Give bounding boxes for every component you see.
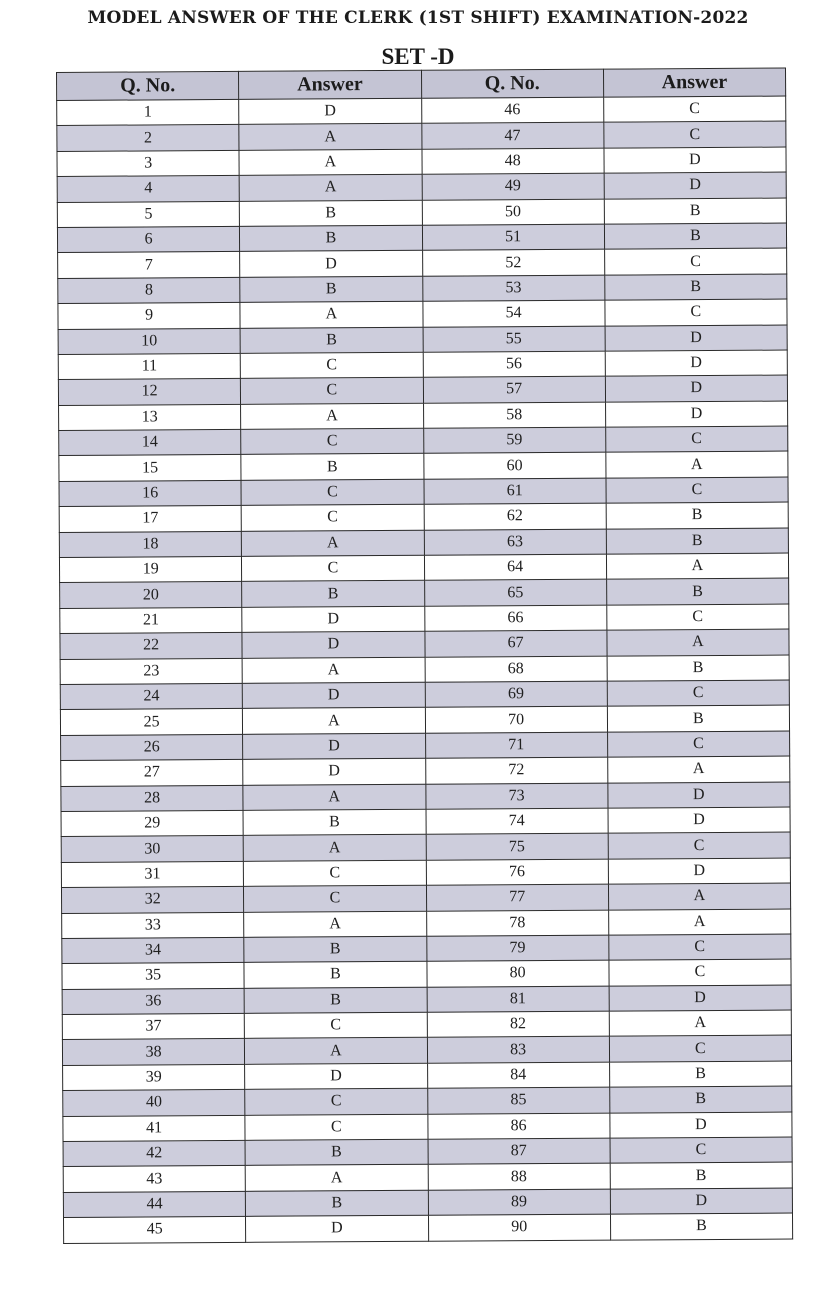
cell-answer-left: A [245,1038,427,1065]
cell-q-no-right: 72 [425,757,607,784]
cell-q-no-right: 74 [426,808,608,835]
cell-answer-right: C [606,477,788,504]
cell-q-no-left: 31 [61,861,243,888]
header-answer-left: Answer [239,70,421,99]
cell-answer-right: D [604,147,786,174]
cell-answer-left: B [244,936,426,963]
cell-q-no-right: 89 [428,1189,610,1216]
cell-answer-left: B [240,200,422,227]
cell-answer-right: D [605,350,787,377]
cell-q-no-left: 41 [63,1115,245,1142]
cell-q-no-left: 26 [61,734,243,761]
cell-q-no-left: 42 [63,1140,245,1167]
cell-answer-left: D [240,251,422,278]
cell-answer-left: D [243,733,425,760]
cell-q-no-left: 4 [57,176,239,203]
cell-answer-right: B [604,198,786,225]
cell-answer-left: A [239,174,421,201]
cell-answer-right: B [607,655,789,682]
cell-answer-left: B [246,1190,428,1217]
cell-q-no-left: 8 [58,277,240,304]
cell-q-no-right: 82 [427,1011,609,1038]
cell-answer-right: D [604,172,786,199]
cell-answer-left: A [244,911,426,938]
cell-q-no-left: 18 [59,531,241,558]
cell-q-no-left: 5 [57,201,239,228]
cell-answer-left: C [245,1012,427,1039]
cell-answer-right: A [607,629,789,656]
cell-q-no-left: 34 [62,937,244,964]
table-row [63,1213,792,1243]
cell-answer-right: B [610,1213,792,1240]
cell-answer-left: D [242,682,424,709]
cell-answer-right: C [604,248,786,275]
cell-q-no-right: 70 [425,707,607,734]
cell-q-no-right: 73 [425,783,607,810]
cell-q-no-right: 76 [426,859,608,886]
cell-q-no-right: 84 [427,1062,609,1089]
cell-q-no-right: 62 [424,503,606,530]
cell-answer-left: D [246,1215,428,1242]
cell-q-no-left: 2 [57,125,239,152]
cell-q-no-right: 57 [423,376,605,403]
cell-q-no-right: 51 [422,224,604,251]
cell-answer-right: A [608,909,790,936]
cell-q-no-right: 67 [424,630,606,657]
table-body [57,96,793,1243]
cell-q-no-left: 33 [62,912,244,939]
cell-q-no-right: 48 [421,148,603,175]
cell-q-no-left: 27 [61,760,243,787]
cell-q-no-right: 78 [426,910,608,937]
cell-answer-right: D [605,401,787,428]
cell-q-no-right: 53 [422,275,604,302]
cell-q-no-left: 28 [61,785,243,812]
cell-answer-left: C [240,352,422,379]
cell-answer-left: C [241,479,423,506]
cell-q-no-right: 54 [422,300,604,327]
cell-answer-right: C [605,426,787,453]
cell-q-no-left: 3 [57,150,239,177]
cell-q-no-right: 81 [427,986,609,1013]
table-header-row [57,68,786,100]
cell-answer-left: A [241,403,423,430]
cell-answer-left: A [242,657,424,684]
cell-q-no-right: 46 [421,97,603,124]
cell-answer-left: D [239,98,421,125]
cell-q-no-left: 39 [63,1064,245,1091]
cell-q-no-left: 25 [60,709,242,736]
cell-answer-left: C [244,860,426,887]
cell-answer-right: C [609,934,791,961]
cell-answer-left: B [244,987,426,1014]
cell-answer-left: B [244,962,426,989]
cell-answer-left: D [245,1063,427,1090]
cell-q-no-left: 1 [57,99,239,126]
cell-answer-right: B [604,223,786,250]
cell-answer-right: C [603,96,785,123]
cell-q-no-left: 44 [63,1191,245,1218]
header-q-no-left: Q. No. [57,71,239,100]
cell-q-no-right: 47 [421,123,603,150]
cell-answer-right: A [606,553,788,580]
cell-answer-left: C [244,885,426,912]
cell-answer-left: C [242,555,424,582]
cell-answer-right: D [610,1188,792,1215]
cell-answer-left: A [243,708,425,735]
cell-q-no-left: 43 [63,1166,245,1193]
cell-q-no-left: 12 [58,379,240,406]
cell-q-no-left: 22 [60,633,242,660]
answer-key-table [56,68,793,1244]
cell-q-no-right: 79 [426,935,608,962]
cell-q-no-left: 20 [60,582,242,609]
cell-answer-right: B [606,502,788,529]
cell-q-no-left: 19 [59,556,241,583]
cell-q-no-right: 77 [426,884,608,911]
cell-q-no-left: 16 [59,480,241,507]
cell-q-no-left: 24 [60,683,242,710]
cell-answer-right: B [606,528,788,555]
cell-answer-left: B [241,454,423,481]
cell-answer-right: A [609,1010,791,1037]
cell-answer-right: C [609,1035,791,1062]
cell-q-no-right: 90 [428,1214,610,1241]
cell-q-no-right: 52 [422,249,604,276]
cell-answer-right: D [608,807,790,834]
cell-q-no-right: 66 [424,605,606,632]
cell-answer-left: C [245,1114,427,1141]
cell-q-no-left: 9 [58,303,240,330]
cell-q-no-right: 56 [423,351,605,378]
cell-answer-right: C [609,959,791,986]
cell-answer-right: C [607,731,789,758]
cell-q-no-left: 13 [59,404,241,431]
cell-answer-left: B [242,581,424,608]
cell-q-no-right: 49 [422,173,604,200]
cell-answer-left: C [241,378,423,405]
cell-q-no-left: 37 [62,1013,244,1040]
cell-q-no-left: 36 [62,988,244,1015]
cell-answer-left: C [241,505,423,532]
cell-q-no-right: 83 [427,1037,609,1064]
cell-q-no-left: 30 [61,836,243,863]
cell-answer-right: A [606,452,788,479]
cell-answer-left: A [242,530,424,557]
cell-answer-left: B [240,327,422,354]
document-title: MODEL ANSWER OF THE CLERK (1ST SHIFT) EXAMINATION-2022 [87,8,749,28]
cell-answer-right: B [610,1162,792,1189]
cell-q-no-left: 35 [62,963,244,990]
cell-q-no-right: 71 [425,732,607,759]
cell-q-no-left: 21 [60,607,242,634]
cell-q-no-right: 68 [425,656,607,683]
cell-answer-right: B [606,578,788,605]
cell-q-no-right: 88 [428,1164,610,1191]
cell-q-no-right: 59 [423,427,605,454]
cell-q-no-right: 58 [423,402,605,429]
cell-q-no-left: 11 [58,353,240,380]
cell-q-no-right: 86 [427,1113,609,1140]
cell-answer-left: A [239,124,421,151]
cell-answer-left: A [243,835,425,862]
cell-answer-left: A [243,784,425,811]
cell-answer-right: A [607,756,789,783]
cell-answer-left: A [239,149,421,176]
cell-answer-left: D [242,631,424,658]
cell-q-no-left: 15 [59,455,241,482]
cell-answer-left: A [240,301,422,328]
cell-q-no-left: 10 [58,328,240,355]
cell-answer-right: D [608,782,790,809]
cell-answer-left: B [240,276,422,303]
cell-answer-right: C [608,832,790,859]
cell-answer-right: B [604,274,786,301]
cell-q-no-left: 45 [63,1217,245,1244]
cell-q-no-left: 32 [61,886,243,913]
cell-q-no-left: 7 [58,252,240,279]
cell-answer-left: D [242,606,424,633]
cell-answer-right: D [605,375,787,402]
cell-answer-right: A [608,883,790,910]
cell-q-no-right: 69 [425,681,607,708]
cell-q-no-left: 29 [61,810,243,837]
cell-answer-left: A [245,1165,427,1192]
cell-answer-right: C [607,604,789,631]
cell-answer-right: D [608,858,790,885]
cell-answer-left: B [245,1139,427,1166]
header-q-no-right: Q. No. [421,69,603,98]
cell-q-no-right: 85 [427,1087,609,1114]
cell-q-no-right: 65 [424,580,606,607]
cell-q-no-left: 23 [60,658,242,685]
cell-q-no-right: 61 [423,478,605,505]
cell-q-no-right: 87 [428,1138,610,1165]
cell-answer-right: D [610,1112,792,1139]
cell-answer-right: D [609,985,791,1012]
cell-answer-left: C [245,1088,427,1115]
cell-q-no-left: 14 [59,429,241,456]
cell-q-no-left: 40 [63,1090,245,1117]
cell-answer-right: C [607,680,789,707]
cell-answer-right: C [604,121,786,148]
cell-answer-left: B [240,225,422,252]
cell-q-no-right: 64 [424,554,606,581]
header-answer-right: Answer [603,68,785,97]
cell-answer-right: B [609,1061,791,1088]
cell-answer-right: B [609,1086,791,1113]
cell-q-no-right: 80 [426,960,608,987]
cell-q-no-right: 50 [422,199,604,226]
set-label: SET -D [381,44,455,69]
cell-q-no-right: 60 [423,453,605,480]
cell-q-no-right: 75 [426,833,608,860]
cell-q-no-left: 6 [57,226,239,253]
cell-answer-left: B [243,809,425,836]
cell-answer-right: C [610,1137,792,1164]
cell-answer-left: D [243,758,425,785]
cell-q-no-left: 38 [62,1039,244,1066]
cell-answer-right: B [607,705,789,732]
cell-answer-right: C [605,299,787,326]
cell-q-no-left: 17 [59,506,241,533]
cell-answer-left: C [241,428,423,455]
cell-q-no-right: 55 [423,326,605,353]
cell-q-no-right: 63 [424,529,606,556]
cell-answer-right: D [605,325,787,352]
